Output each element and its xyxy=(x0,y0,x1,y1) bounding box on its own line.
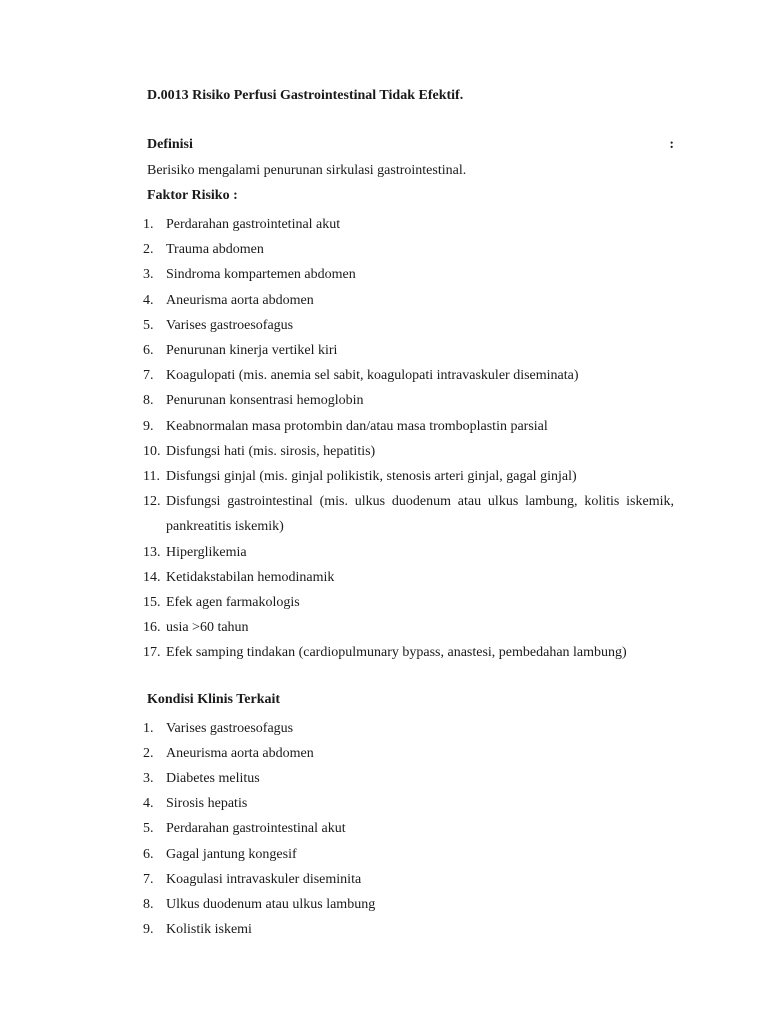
section-spacer xyxy=(147,666,674,690)
list-item-text: Kolistik iskemi xyxy=(166,922,252,938)
list-item xyxy=(143,388,674,413)
list-item-text: Ulkus duodenum atau ulkus lambung xyxy=(166,897,376,913)
faktor-risiko-list xyxy=(143,212,674,666)
list-item xyxy=(143,615,674,640)
list-item xyxy=(143,363,674,388)
definisi-row xyxy=(147,135,674,155)
list-item xyxy=(143,414,674,439)
list-item-number: 2. xyxy=(143,745,154,761)
list-item-text: Diabetes melitus xyxy=(166,771,260,787)
list-item-number: 7. xyxy=(143,368,154,384)
list-item-number: 12. xyxy=(143,494,161,510)
list-item-text: Hiperglikemia xyxy=(166,544,247,560)
document-content xyxy=(143,86,674,942)
list-item xyxy=(143,892,674,917)
list-item-number: 9. xyxy=(143,922,154,938)
list-item-number: 14. xyxy=(143,569,161,585)
list-item xyxy=(143,766,674,791)
list-item-number: 4. xyxy=(143,796,154,812)
list-item-text: Penurunan kinerja vertikel kiri xyxy=(166,343,338,359)
definisi-text: Berisiko mengalami penurunan sirkulasi gastrointestinal. xyxy=(147,163,467,178)
list-item xyxy=(143,439,674,464)
list-item-number: 3. xyxy=(143,771,154,787)
list-item-number: 11. xyxy=(143,469,160,485)
list-item-text: Koagulopati (mis. anemia sel sabit, koagulopati intravaskuler diseminata) xyxy=(166,368,579,384)
document-title: D.0013 Risiko Perfusi Gastrointestinal Tidak Efektif. xyxy=(147,88,464,103)
list-item xyxy=(143,640,674,665)
list-item-number: 6. xyxy=(143,343,154,359)
list-item xyxy=(143,716,674,741)
list-item-text: Penurunan konsentrasi hemoglobin xyxy=(166,393,364,409)
list-item-text: Sirosis hepatis xyxy=(166,796,248,812)
list-item-number: 3. xyxy=(143,267,154,283)
list-item xyxy=(143,237,674,262)
list-item xyxy=(143,816,674,841)
list-item-text: Keabnormalan masa protombin dan/atau masa tromboplastin parsial xyxy=(166,418,548,434)
kondisi-klinis-list xyxy=(143,716,674,943)
list-item-text: Trauma abdomen xyxy=(166,242,264,258)
list-item-text: Aneurisma aorta abdomen xyxy=(166,745,314,761)
list-item-number: 13. xyxy=(143,544,161,560)
list-item-number: 5. xyxy=(143,317,154,333)
list-item xyxy=(143,842,674,867)
list-item-text: Perdarahan gastrointetinal akut xyxy=(166,217,341,232)
list-item-text: Varises gastroesofagus xyxy=(166,317,294,333)
list-item xyxy=(143,313,674,338)
list-item-number: 10. xyxy=(143,443,161,459)
list-item-number: 1. xyxy=(143,720,154,736)
list-item-number: 16. xyxy=(143,620,161,636)
list-item-text: Aneurisma aorta abdomen xyxy=(166,292,314,308)
list-item-text: Efek agen farmakologis xyxy=(166,595,300,611)
kondisi-klinis-heading: Kondisi Klinis Terkait xyxy=(147,691,281,707)
list-item xyxy=(143,590,674,615)
faktor-risiko-heading: Faktor Risiko : xyxy=(147,188,238,203)
list-item-text: Gagal jantung kongesif xyxy=(166,846,297,862)
list-item xyxy=(143,288,674,313)
list-item-text: Disfungsi ginjal (mis. ginjal polikistik, stenosis arteri ginjal, gagal ginjal) xyxy=(166,469,577,485)
list-item xyxy=(143,540,674,565)
list-item-number: 1. xyxy=(143,217,154,232)
list-item-number: 8. xyxy=(143,897,154,913)
list-item-number: 9. xyxy=(143,418,154,434)
list-item-text: Koagulasi intravaskuler diseminita xyxy=(166,871,362,887)
list-item xyxy=(143,338,674,363)
list-item xyxy=(143,917,674,942)
list-item-number: 7. xyxy=(143,871,154,887)
list-item-number: 6. xyxy=(143,846,154,862)
list-item-number: 4. xyxy=(143,292,154,308)
list-item-number: 2. xyxy=(143,242,154,258)
list-item-text: Varises gastroesofagus xyxy=(166,720,294,736)
list-item-number: 15. xyxy=(143,595,161,611)
list-item xyxy=(143,489,674,539)
list-item xyxy=(143,212,674,237)
list-item-number: 5. xyxy=(143,821,154,837)
list-item xyxy=(143,464,674,489)
list-item-text: usia >60 tahun xyxy=(166,620,249,636)
list-item-text: Sindroma kompartemen abdomen xyxy=(166,267,356,283)
definisi-label: Definisi xyxy=(147,137,193,152)
list-item xyxy=(143,565,674,590)
list-item xyxy=(143,867,674,892)
list-item xyxy=(143,741,674,766)
list-item-text: Perdarahan gastrointestinal akut xyxy=(166,821,346,837)
list-item-text: Disfungsi hati (mis. sirosis, hepatitis) xyxy=(166,443,376,459)
list-item-text: Ketidakstabilan hemodinamik xyxy=(166,569,335,585)
list-item-number: 17. xyxy=(143,645,161,661)
list-item-number: 8. xyxy=(143,393,154,409)
list-item-text: Efek samping tindakan (cardiopulmunary bypass, anastesi, pembedahan lambung) xyxy=(166,645,627,661)
definisi-colon: : xyxy=(669,137,674,152)
list-item xyxy=(143,791,674,816)
list-item-text: Disfungsi gastrointestinal (mis. ulkus duodenum atau ulkus lambung, kolitis iskemik, pankreatitis iskemik) xyxy=(166,494,674,535)
list-item xyxy=(143,262,674,287)
